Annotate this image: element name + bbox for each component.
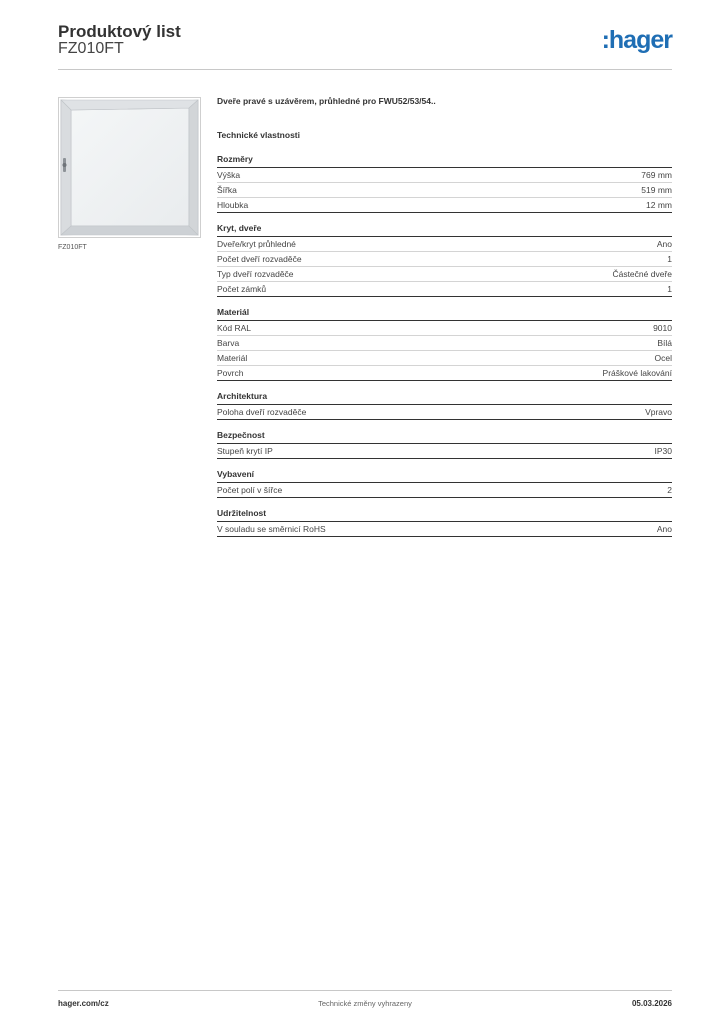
spec-value: 1 xyxy=(667,254,672,264)
logo-text: hager xyxy=(608,26,672,54)
spec-row xyxy=(217,267,672,282)
spec-label: Povrch xyxy=(217,368,244,378)
door-illustration-icon xyxy=(59,98,200,237)
spec-row xyxy=(217,444,672,459)
spec-row xyxy=(217,198,672,213)
spec-section xyxy=(217,144,672,213)
section-rows xyxy=(217,405,672,420)
spec-row xyxy=(217,183,672,198)
spec-value: Ocel xyxy=(654,353,672,363)
section-rows xyxy=(217,237,672,297)
spec-value: Bílá xyxy=(657,338,672,348)
spec-value: Ano xyxy=(656,524,672,534)
spec-row xyxy=(217,405,672,420)
section-title: Architektura xyxy=(217,381,672,405)
section-title: Udržitelnost xyxy=(217,498,672,522)
spec-label: Počet dveří rozvaděče xyxy=(217,254,302,264)
technical-properties-heading: Technické vlastnosti xyxy=(217,130,300,140)
spec-label: Výška xyxy=(217,170,241,180)
spec-row xyxy=(217,321,672,336)
spec-sections xyxy=(217,144,672,537)
logo-dots-icon: : xyxy=(601,26,609,54)
spec-row xyxy=(217,282,672,297)
spec-section xyxy=(217,381,672,420)
spec-row xyxy=(217,483,672,498)
page-footer xyxy=(58,990,672,1010)
spec-label: Typ dveří rozvaděče xyxy=(217,269,294,279)
section-title: Bezpečnost xyxy=(217,420,672,444)
spec-row xyxy=(217,522,672,537)
spec-section xyxy=(217,213,672,297)
spec-value: 9010 xyxy=(653,323,672,333)
spec-row xyxy=(217,252,672,267)
spec-label: V souladu se směrnicí RoHS xyxy=(217,524,326,534)
spec-label: Hloubka xyxy=(217,200,249,210)
spec-value: 769 mm xyxy=(641,170,672,180)
spec-value: Ano xyxy=(656,239,672,249)
spec-label: Dveře/kryt průhledné xyxy=(217,239,296,249)
hager-logo xyxy=(602,26,672,55)
document-title: Produktový list xyxy=(58,22,181,41)
spec-value: Vpravo xyxy=(645,407,672,417)
spec-label: Barva xyxy=(217,338,240,348)
spec-value: 2 xyxy=(667,485,672,495)
product-code: FZ010FT xyxy=(58,40,124,57)
spec-label: Kód RAL xyxy=(217,323,252,333)
footer-website: hager.com/cz xyxy=(58,999,109,1008)
spec-section xyxy=(217,420,672,459)
section-rows xyxy=(217,483,672,498)
spec-row xyxy=(217,237,672,252)
section-rows xyxy=(217,522,672,537)
section-rows xyxy=(217,168,672,213)
spec-value: IP30 xyxy=(654,446,672,456)
spec-value: Práškové lakování xyxy=(602,368,672,378)
spec-row xyxy=(217,351,672,366)
spec-label: Stupeň krytí IP xyxy=(217,446,273,456)
spec-label: Poloha dveří rozvaděče xyxy=(217,407,307,417)
image-caption: FZ010FT xyxy=(58,244,87,251)
footer-date: 05.03.2026 xyxy=(631,999,672,1008)
spec-row xyxy=(217,168,672,183)
spec-value: 519 mm xyxy=(641,185,672,195)
spec-row xyxy=(217,336,672,351)
product-image xyxy=(58,97,201,238)
section-rows xyxy=(217,321,672,381)
section-rows xyxy=(217,444,672,459)
product-description: Dveře pravé s uzávěrem, průhledné pro FWU52/53/54.. xyxy=(217,96,436,106)
section-title: Vybavení xyxy=(217,459,672,483)
spec-label: Počet zámků xyxy=(217,284,267,294)
spec-value: 12 mm xyxy=(646,200,672,210)
section-title: Kryt, dveře xyxy=(217,213,672,237)
spec-section xyxy=(217,459,672,498)
page-header xyxy=(58,20,672,70)
footer-notice: Technické změny vyhrazeny xyxy=(318,999,412,1008)
spec-label: Materiál xyxy=(217,353,248,363)
spec-value: 1 xyxy=(667,284,672,294)
product-details xyxy=(217,96,672,537)
section-title: Materiál xyxy=(217,297,672,321)
spec-section xyxy=(217,297,672,381)
spec-label: Šířka xyxy=(217,185,237,195)
spec-row xyxy=(217,366,672,381)
spec-value: Částečné dveře xyxy=(612,269,672,279)
section-title: Rozměry xyxy=(217,144,672,168)
spec-section xyxy=(217,498,672,537)
spec-label: Počet polí v šířce xyxy=(217,485,283,495)
